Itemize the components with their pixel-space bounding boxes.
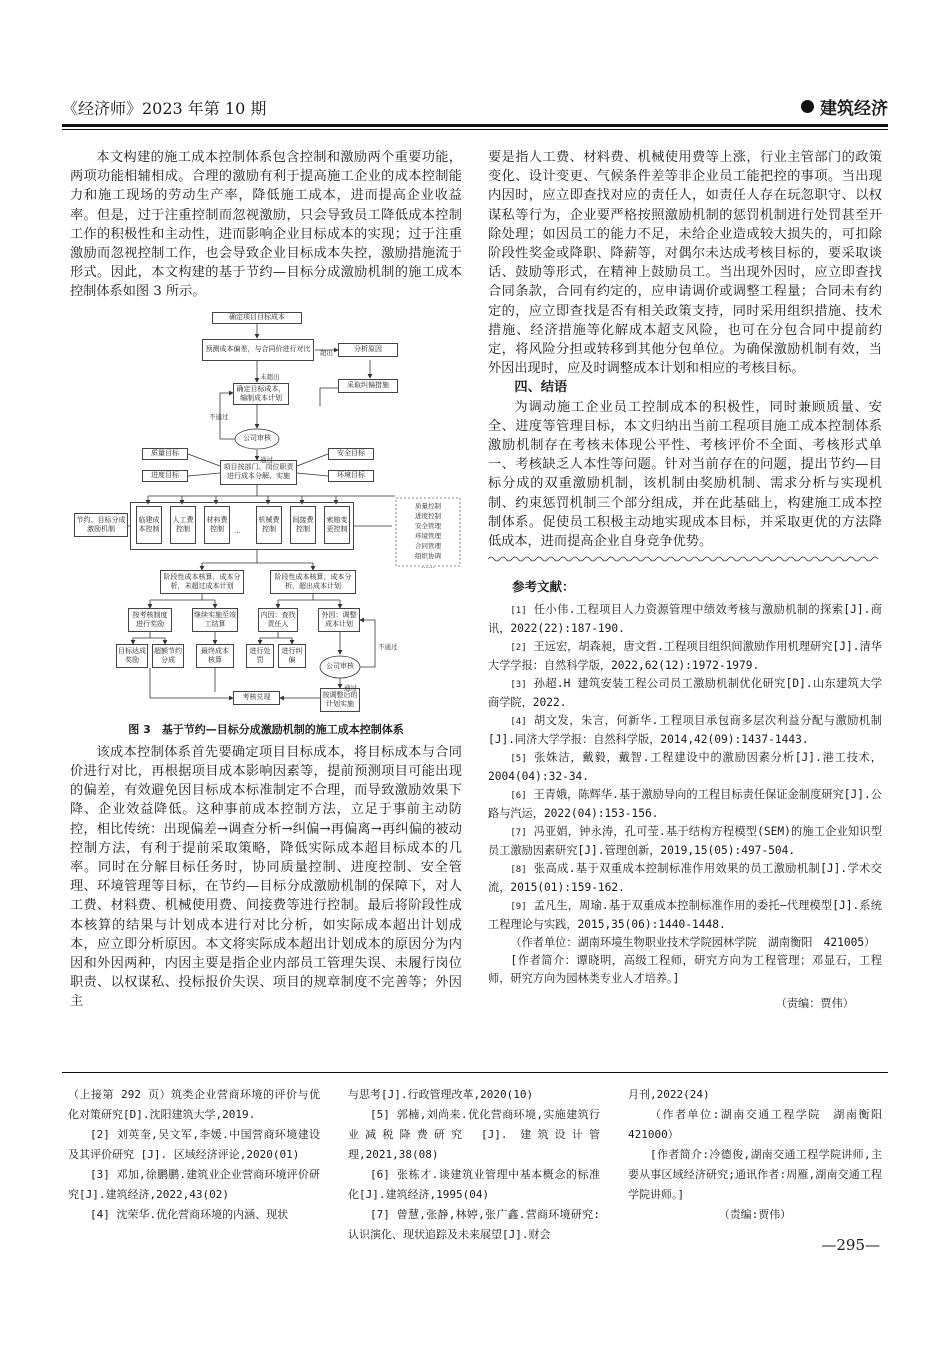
reference-text: 孟凡生，周瑜.基于双重成本控制标准作用的委托—代理模型[J].系统工程理论与实践，2015,35(06):1440-1448. [488, 898, 882, 931]
box-settle: 继续实施至竣工结算 [192, 608, 238, 632]
box-final: 最终成本核算 [196, 644, 234, 668]
header-rule [62, 124, 888, 127]
box-quality: 质量目标 [142, 448, 188, 460]
side-item: 合同管理 [415, 541, 441, 550]
bottom-reference: （上接第 292 页）筑类企业营商环境的评价与优化对策研究[D].沈阳建筑大学,2019. [68, 1088, 320, 1121]
bottom-reference: [7] 曾慧,张静,林婷,张广鑫.营商环境研究:认识演化、现状追踪及未来展望[J].财会 [348, 1208, 600, 1241]
reference-item [488, 601, 882, 638]
label-pass-2: 通过 [344, 683, 357, 692]
box-punish: 进行处罚 [246, 644, 274, 668]
box-stage-ok: 阶段性成本核算，成本分析，未超过成本计划 [160, 570, 244, 594]
box-correct: 进行纠偏 [278, 644, 306, 668]
reference-text: 王青娥，陈辉华.基于激励导向的工程目标责任保证金制度研究[J].公路与汽运，2022(04):153-156. [488, 787, 882, 820]
box-analyze: 分析原因 [338, 343, 398, 357]
box-stage-over: 阶段性成本核算，成本分析，超出成本计划 [270, 570, 356, 594]
box-company-review-2: 公司审核 [326, 662, 354, 671]
reference-text: 张姝洁，戴毅，戴智.工程建设中的激励因素分析[J].港工技术，2004(04):32-34. [488, 750, 882, 783]
reference-text: 胡文发，朱言，何新华.工程项目承包商多层次利益分配与激励机制[J].同济大学学报：自然科学版，2014,42(09):1437-1443. [488, 713, 882, 746]
reference-item [488, 897, 882, 934]
box-environment: 环境目标 [328, 470, 374, 482]
bottom-column-3 [628, 1085, 893, 1225]
reference-text: 冯亚娟，钟永涛，孔可莹.基于结构方程模型(SEM)的施工企业知识型员工激励因素研究[J].管理创新，2019,15(05):497-504. [488, 824, 882, 857]
box-company-review: 公司审核 [243, 434, 271, 443]
reference-item [488, 749, 882, 786]
ellipsis-label: … [234, 526, 241, 535]
paragraph: 为调动施工企业员工控制成本的积极性，同时兼顾质量、安全、进度等管理目标，本文归纳出当前工程项目施工成本控制体系激励机制存在考核未体现公平性、考核评价不全面、考核形式单一、考核缺乏人本性等问题。针对当前存在的问题，提出节约—目标分成的双重激励机制，该机制由奖励机制、需求分析与实现机制、约束惩罚机制三个部分组成，并在此基础上，构建施工成本控制体系。促使员工积极主动地实现成本目标，并采取更优的方法降低成本，进而提高企业自身竞争优势。 [488, 399, 882, 550]
box-internal: 内因：查找责任人 [258, 608, 298, 632]
bottom-rule [62, 1072, 888, 1073]
reference-number: [9] [510, 901, 527, 912]
reference-number: [8] [510, 864, 527, 875]
box-labor-cost-control: 人工费控制 [170, 506, 196, 544]
box-plan: 确定目标成本，编制成本计划 [233, 383, 289, 405]
side-management-list [400, 501, 456, 571]
references-title: 参考文献： [512, 579, 575, 595]
reference-number: [3] [510, 679, 527, 690]
box-external: 外因：调整成本计划 [318, 608, 360, 632]
author-bio: [作者简介：谭晓明，高级工程师，研究方向为工程管理；邓显石，工程师，研究方向为园林类专业人才培养。] [488, 953, 882, 985]
flowchart-figure [70, 308, 462, 718]
box-cash: 考核兑现 [233, 691, 280, 705]
reference-number: [5] [510, 753, 527, 764]
reference-item [488, 675, 882, 712]
reference-item [488, 823, 882, 860]
reference-number: [1] [510, 605, 527, 616]
paragraph: 本文构建的施工成本控制体系包含控制和激励两个重要功能，两项功能相辅相成。合理的激励有利于提高施工企业的成本控制能力和施工现场的劳动生产率，降低施工成本，进而提高企业收益率。但是，过于注重控制而忽视激励，只会导致员工降低成本控制工作的积极性和主动性，进而影响企业目标成本的实现；过于注重激励而忽视控制工作，也会导致企业目标成本失控，激励措施流于形式。因此，本文构建的基于节约—目标分成激励机制的施工成本控制体系如图 3 所示。 [70, 150, 462, 300]
header-rule-thin [62, 129, 888, 130]
editor-note: （责编：贾伟） [775, 996, 854, 1010]
box-temp-cost-control: 临建成本控制 [136, 506, 162, 544]
bottom-reference: 与思考[J].行政管理改革,2020(10) [348, 1088, 534, 1101]
bottom-column-2 [348, 1085, 600, 1245]
reference-item [488, 712, 882, 749]
reference-text: 孙超.H 建筑安装工程公司员工激励机制优化研究[D].山东建筑大学商学院，2022. [488, 676, 882, 709]
reference-number: [4] [510, 716, 527, 727]
label-not-exceed: 未超出 [260, 372, 280, 381]
bottom-reference: [5] 郭楠,刘尚来.优化营商环境,实施建筑行业减税降费研究 [J]. 建筑设计管理,2021,38(08) [348, 1108, 600, 1161]
control-group-frame [130, 502, 354, 550]
box-schedule: 进度目标 [142, 470, 188, 482]
box-measures: 采取纠偏措施 [338, 379, 398, 393]
side-item: 进度控制 [415, 511, 441, 520]
left-column [70, 148, 462, 1012]
box-claim-change-control: 索赔变更控制 [324, 506, 350, 544]
box-adjusted: 按调整后的计划实施 [320, 688, 360, 712]
box-decompose: 项目按部门、岗位职责进行成本分解、实施 [220, 460, 297, 485]
label-exceed: 超出 [320, 348, 333, 357]
box-material-cost-control: 材料费控制 [204, 506, 230, 544]
reference-number: [7] [510, 827, 527, 838]
reference-text: 任小伟.工程项目人力资源管理中绩效考核与激励机制的探索[J].商讯，2022(22):187-190. [488, 602, 882, 635]
reference-number: [2] [510, 642, 527, 653]
bottom-reference: [6] 张栋才.谈建筑业管理中基本概念的标准化[J].建筑经济,1995(04) [348, 1168, 600, 1201]
bullet-dot-icon [801, 100, 814, 113]
box-saving: 超额节约分成 [152, 644, 184, 668]
box-reward: 目标达成奖励 [116, 644, 148, 668]
label-fail: 不通过 [209, 412, 229, 421]
section-heading: 四、结语 [514, 380, 568, 396]
side-item: 质量控制 [415, 501, 441, 510]
bottom-author-unit: （作者单位:湖南交通工程学院 湖南衡阳 421000） [628, 1108, 893, 1141]
box-determine-target: 确定项目目标成本 [212, 312, 302, 324]
wavy-divider [488, 555, 882, 563]
side-item: 组织协调 [415, 551, 441, 560]
label-pass: 通过 [260, 455, 273, 464]
figure-caption: 图 3 基于节约—目标分成激励机制的施工成本控制体系 [128, 722, 404, 736]
journal-header: 《经济师》2023 年第 10 期 [62, 99, 267, 118]
paragraph: 该成本控制体系首先要确定项目目标成本，将目标成本与合同价进行对比，再根据项目成本影响因素等，提前预测项目可能出现的偏差，有效避免因目标成本标准制定不合理，而导致激励效果下降、企业效益降低。这种事前成本控制方法，立足于事前主动防控，相比传统：出现偏差→调查分析→纠偏→再偏离→再纠偏的被动控制方法，有利于提前采取策略，降低实际成本超目标成本的几率。同时在分解目标任务时，协同质量控制、进度控制、安全管理、环境管理等目标，在节约—目标分成激励机制的保障下，对人工费、材料费、机械使用费、间接费等进行控制。最后将阶段性成本核算的结果与计划成本进行对比分析，如实际成本超出计划成本，应立即分析原因。本文将实际成本超出计划成本的原因分为内因和外因两种，内因主要是指企业内部员工管理失误、未履行岗位职责、以权谋私、投标报价失误、项目的规章制度不完善等；外因主 [70, 744, 462, 1010]
bottom-column-1 [68, 1085, 320, 1225]
reference-item [488, 786, 882, 823]
bottom-author-bio: [作者简介:冷德俊,湖南交通工程学院讲师,主要从事区域经济研究;通讯作者:周雁,湖南交通工程学院讲师。] [628, 1148, 882, 1201]
label-fail-2: 不通过 [378, 642, 398, 651]
right-column [488, 148, 882, 1013]
reference-number: [6] [510, 790, 527, 801]
box-predict: 预测成本偏差，与合同价进行对比 [202, 339, 314, 361]
bottom-reference: 月刊,2022(24) [628, 1088, 710, 1101]
side-item: 安全管理 [415, 521, 441, 530]
reference-text: 王远宏，胡森昶，唐文哲.工程项目组织间激励作用机理研究[J].清华大学学报：自然科学版，2022,62(12):1972-1979. [488, 639, 882, 672]
reference-text: 张高成.基于双重成本控制标准作用效果的员工激励机制[J].学术交流，2015(01):159-162. [488, 861, 882, 894]
section-header [801, 94, 888, 119]
reference-item [488, 638, 882, 675]
paragraph: 要是指人工费、材料费、机械使用费等上涨，行业主管部门的政策变化、设计变更、气候条件差等非企业员工能把控的事项。当出现内因时，应立即查找对应的责任人，如责任人存在玩忽职守、以权谋私等行为，企业要严格按照激励机制的惩罚机制进行处罚甚至开除处理；如因员工的能力不足，未给企业造成较大损失的，可扣除阶段性奖金或降职、降薪等，对偶尔未达成考核目标的，要采取谈话、鼓励等形式，在精神上鼓励员工。当出现外因时，应立即查找合同条款，合同有约定的，应申请调价或调整工程量；合同未有约定的，应立即查找是否有相关政策支持，同时采用组织措施、技术措施、经济措施等化解成本超支风险，也可在分包合同中提前约定，将风险分担或转移到其他分包单位。为确保激励机制有效，当外因出现时，应及时调整成本计划和相应的考核目标。 [488, 150, 882, 377]
box-assess: 按考核制度进行奖励 [128, 608, 172, 632]
bottom-editor-note: （责编:贾伟） [718, 1208, 792, 1221]
section-name: 建筑经济 [820, 99, 888, 119]
bottom-reference: [3] 邓加,徐鹏鹏.建筑业企业营商环境评价研究[J].建筑经济,2022,43(02) [68, 1168, 320, 1201]
box-machine-cost-control: 机械费控制 [256, 506, 282, 544]
page-number: —295— [821, 1236, 880, 1254]
box-safety: 安全目标 [328, 448, 374, 460]
author-unit: （作者单位：湖南环境生物职业技术学院园林学院 湖南衡阳 421005） [510, 935, 876, 949]
bottom-reference: [2] 刘英奎,吴文军,李媛.中国营商环境建设及其评价研究 [J]. 区域经济评论,2020(01) [68, 1128, 320, 1161]
reference-item [488, 860, 882, 897]
box-indirect-cost-control: 间接费控制 [290, 506, 316, 544]
side-item: 环境管理 [415, 531, 441, 540]
box-mechanism: 节约、目标分成激励机制 [74, 513, 128, 537]
side-item: …… [421, 561, 435, 570]
bottom-reference: [4] 沈荣华.优化营商环境的内涵、现状 [90, 1208, 289, 1221]
